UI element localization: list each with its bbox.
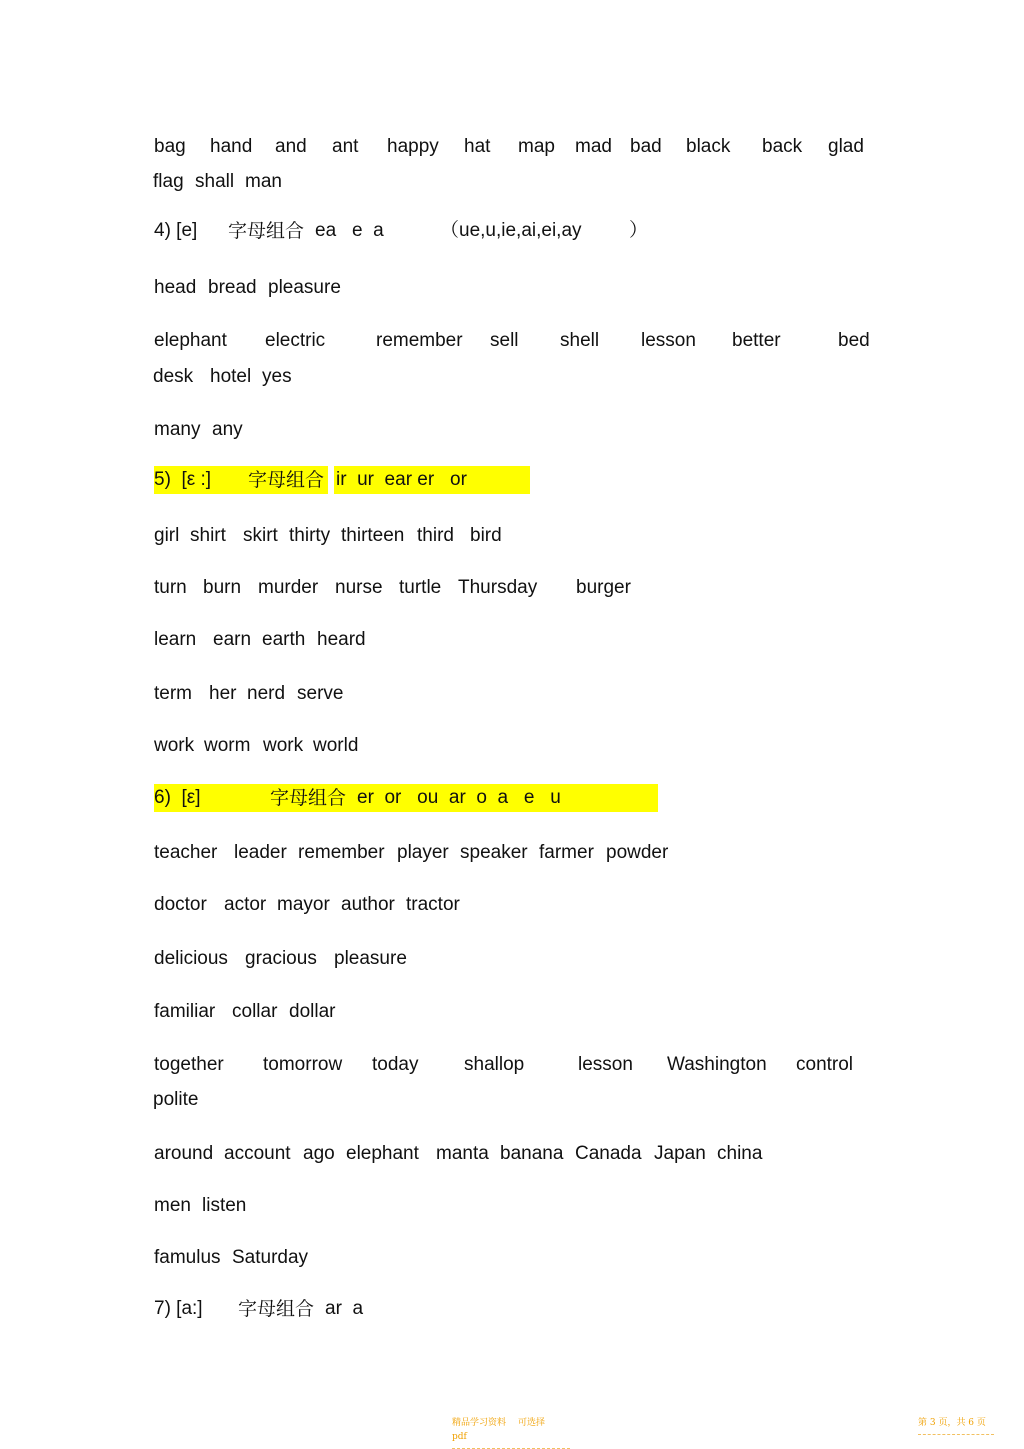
word: map — [518, 136, 555, 157]
word: ago — [303, 1143, 335, 1164]
word: black — [686, 136, 731, 157]
word: sell — [490, 330, 519, 351]
word: leader — [234, 842, 287, 863]
word: bed — [838, 330, 870, 351]
word: and — [275, 136, 307, 157]
word: glad — [828, 136, 864, 157]
word: back — [762, 136, 803, 157]
word: hotel — [210, 366, 252, 387]
word: banana — [500, 1143, 564, 1164]
word: mayor — [277, 894, 330, 915]
word: burger — [576, 577, 631, 598]
word: nurse — [335, 577, 383, 598]
word: hat — [464, 136, 491, 157]
word: author — [341, 894, 395, 915]
word: hand — [210, 136, 253, 157]
word: pleasure — [334, 948, 407, 969]
word: man — [245, 171, 282, 192]
word: lesson — [641, 330, 696, 351]
word: many — [154, 419, 201, 440]
word: collar — [232, 1001, 278, 1022]
word: shell — [560, 330, 600, 351]
word: Canada — [575, 1143, 642, 1164]
word: tractor — [406, 894, 460, 915]
word: yes — [262, 366, 292, 387]
word: bag — [154, 136, 186, 157]
word: any — [212, 419, 243, 440]
word: listen — [202, 1195, 247, 1216]
footer-watermark — [452, 1416, 570, 1449]
word: third — [417, 525, 454, 546]
page-number-label: 第 3 页，共 6 页 — [918, 1418, 986, 1428]
section-number: 4) [e] — [154, 220, 198, 241]
word: Washington — [667, 1054, 767, 1075]
word: earth — [262, 629, 306, 650]
letter-combination-label: 字母组合 — [248, 469, 325, 491]
letter-combination-label: 字母组合 — [270, 787, 347, 809]
word: skirt — [243, 525, 278, 546]
word: Thursday — [458, 577, 538, 598]
letter-combination-label: 字母组合 — [238, 1298, 315, 1320]
word: together — [154, 1054, 224, 1075]
word: burn — [203, 577, 242, 598]
word: polite — [153, 1089, 199, 1110]
word: better — [732, 330, 781, 351]
letter-combinations: er or ou ar o a e u — [357, 787, 561, 808]
word: serve — [297, 683, 344, 704]
word: turn — [154, 577, 187, 598]
word: speaker — [460, 842, 528, 863]
word: china — [717, 1143, 763, 1164]
word: girl — [154, 525, 180, 546]
page-indicator — [918, 1416, 994, 1435]
word: mad — [575, 136, 612, 157]
footer-label: 可选择pdf — [452, 1418, 546, 1442]
word: pleasure — [268, 277, 341, 298]
letter-combinations: ar a — [325, 1298, 364, 1319]
word: actor — [224, 894, 267, 915]
word: bad — [630, 136, 662, 157]
word: lesson — [578, 1054, 633, 1075]
word: manta — [436, 1143, 489, 1164]
word: electric — [265, 330, 326, 351]
word: work — [263, 735, 304, 756]
word: remember — [298, 842, 385, 863]
word: shirt — [190, 525, 226, 546]
word: happy — [387, 136, 439, 157]
word: head — [154, 277, 197, 298]
word: her — [209, 683, 237, 704]
word: control — [796, 1054, 854, 1075]
word: desk — [153, 366, 194, 387]
word: gracious — [245, 948, 317, 969]
word: shall — [195, 171, 235, 192]
word: men — [154, 1195, 191, 1216]
word: flag — [153, 171, 184, 192]
word: familiar — [154, 1001, 216, 1022]
letter-combinations: ea e a — [315, 220, 384, 241]
word: elephant — [346, 1143, 419, 1164]
footer-label: 精品学习资料 — [452, 1418, 507, 1428]
word: work — [154, 735, 195, 756]
word: famulus — [154, 1247, 221, 1268]
word: earn — [213, 629, 252, 650]
word: term — [154, 683, 192, 704]
exceptions-note: （ue,u,ie,ai,ei,ay ） — [440, 220, 649, 241]
word: doctor — [154, 894, 207, 915]
word: world — [313, 735, 359, 756]
word: ant — [332, 136, 359, 157]
section-number: 6) [ε] — [154, 787, 201, 808]
word: elephant — [154, 330, 227, 351]
word: nerd — [247, 683, 286, 704]
word: worm — [204, 735, 251, 756]
word: around — [154, 1143, 214, 1164]
word: bread — [208, 277, 257, 298]
word: teacher — [154, 842, 218, 863]
section-number: 5) [ε :] — [154, 469, 212, 490]
word: account — [224, 1143, 291, 1164]
word: bird — [470, 525, 502, 546]
word: Saturday — [232, 1247, 309, 1268]
word: thirteen — [341, 525, 405, 546]
word: tomorrow — [263, 1054, 343, 1075]
word: remember — [376, 330, 463, 351]
word: learn — [154, 629, 197, 650]
word: turtle — [399, 577, 442, 598]
letter-combination-label: 字母组合 — [228, 220, 305, 242]
word: powder — [606, 842, 669, 863]
word: shallop — [464, 1054, 525, 1075]
word: delicious — [154, 948, 228, 969]
word: murder — [258, 577, 319, 598]
word: today — [372, 1054, 419, 1075]
word: player — [397, 842, 449, 863]
word: farmer — [539, 842, 594, 863]
word: dollar — [289, 1001, 336, 1022]
section-number: 7) [a:] — [154, 1298, 203, 1319]
word: heard — [317, 629, 366, 650]
letter-combinations: ir ur ear er or — [336, 469, 467, 490]
word: thirty — [289, 525, 331, 546]
word: Japan — [654, 1143, 706, 1164]
